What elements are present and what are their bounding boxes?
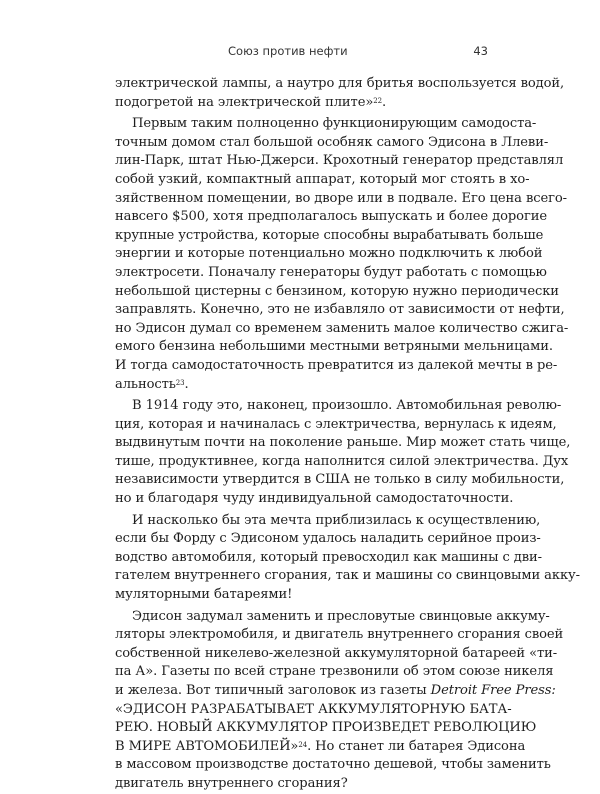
text-line: электросети. Поначалу генераторы будут работать с помощью: [115, 264, 547, 280]
text-line: электрической лампы, а наутро для бритья воспользуется водой,: [115, 76, 565, 91]
paragraph-1: [115, 75, 565, 112]
text-line: В 1914 году это, наконец, произошло. Автомобильная револю-: [132, 398, 562, 414]
text-line: [115, 94, 488, 113]
text-line: заправлять. Конечно, это не избавляло от зависимости от нефти,: [115, 302, 565, 318]
paragraph-4: [115, 512, 580, 605]
text-line: собственной никелево-железной аккумуляторной батареей «ти-: [115, 645, 558, 661]
text-line: [115, 376, 488, 395]
running-title: Союз против нефти: [228, 44, 348, 58]
main-text: [115, 75, 580, 794]
newspaper-title: Detroit Free Press:: [430, 683, 556, 698]
paragraph-3: [115, 397, 571, 509]
page-number: 43: [473, 44, 488, 58]
text-line: навсего $500, хотя предполагалось выпускать и более дорогие: [115, 209, 547, 225]
text-line: но Эдисон думал со временем заменить малое количество сжига-: [115, 320, 569, 336]
text-line: Эдисон задумал заменить и пресловутые свинцовые аккуму-: [132, 608, 550, 624]
footnote-ref: 22: [373, 96, 382, 105]
text-line: ляторы электромобиля, и двигатель внутреннего сгорания своей: [115, 627, 564, 643]
text-line: выдвинутым почти на поколение раньше. Мир может стать чище,: [115, 435, 571, 451]
footnote-ref: 23: [175, 378, 185, 387]
text-line: небольшой цистерны с бензином, которую нужно периодически: [115, 283, 559, 299]
text-line: зяйственном помещении, во дворе или в подвале. Его цена всего-: [115, 190, 567, 206]
text-line: крупные устройства, которые способны вырабатывать больше: [115, 227, 544, 243]
text-line: И тогда самодостаточность превратится из далекой мечты в ре-: [115, 357, 558, 373]
text-line: гателем внутреннего сгорания, так и машины со свинцовыми акку-: [115, 568, 580, 584]
text-fragment: В МИРЕ АВТОМОБИЛЕЙ»: [115, 738, 299, 754]
text-line: «ЭДИСОН РАЗРАБАТЫВАЕТ АККУМУЛЯТОРНУЮ БАТА-: [115, 701, 512, 717]
text-line: независимости утвердится в США не только в силу мобильности,: [115, 472, 565, 488]
text-line: емого бензина небольшими местными ветряными мельницами.: [115, 339, 553, 355]
text-line: если бы Форду с Эдисоном удалось наладить серийное произ-: [115, 531, 541, 547]
text-fragment: подогретой на электрической плите»: [115, 94, 374, 110]
text-fragment: альность: [115, 376, 176, 392]
text-line: в массовом производстве достаточно дешевой, чтобы заменить: [115, 757, 551, 773]
text-line: РЕЮ. НОВЫЙ АККУМУЛЯТОР ПРОИЗВЕДЕТ РЕВОЛЮЦИЮ: [115, 720, 537, 736]
paragraph-5: [115, 608, 564, 794]
text-line: но и благодаря чуду индивидуальной самодостаточности.: [115, 491, 514, 507]
text-line: [115, 682, 556, 701]
text-fragment: .: [184, 376, 189, 392]
text-line: па А». Газеты по всей стране трезвонили об этом союзе никеля: [115, 664, 554, 680]
text-line: энергии и которые потенциально можно подключить к любой: [115, 246, 543, 262]
text-line: тише, продуктивнее, когда наполнится силой электричества. Дух: [115, 453, 569, 469]
text-fragment: и железа. Вот типичный заголовок из газеты: [115, 683, 427, 698]
text-line: И насколько бы эта мечта приблизилась к осуществлению,: [132, 512, 541, 528]
text-line: точным домом стал большой особняк самого Эдисона в Ллеви-: [115, 134, 549, 150]
paragraph-2: [115, 115, 569, 394]
text-line: ция, которая и начиналась с электричества, вернулась к идеям,: [115, 416, 557, 432]
text-line: собой узкий, компактный аппарат, который мог стоять в хо-: [115, 171, 530, 187]
running-header: [115, 44, 488, 60]
text-line: [115, 738, 526, 757]
text-line: двигатель внутреннего сгорания?: [115, 775, 348, 791]
text-line: муляторными батареями!: [115, 587, 293, 603]
text-fragment: . Но станет ли батарея Эдисона: [307, 738, 526, 754]
text-line: лин-Парк, штат Нью-Джерси. Крохотный генератор представлял: [115, 153, 564, 169]
footnote-ref: 24: [298, 740, 308, 749]
text-line: водство автомобиля, который превосходил как машины с дви-: [115, 549, 542, 565]
text-fragment: .: [381, 94, 387, 110]
text-line: Первым таким полноценно функционирующим самодоста-: [132, 116, 537, 132]
